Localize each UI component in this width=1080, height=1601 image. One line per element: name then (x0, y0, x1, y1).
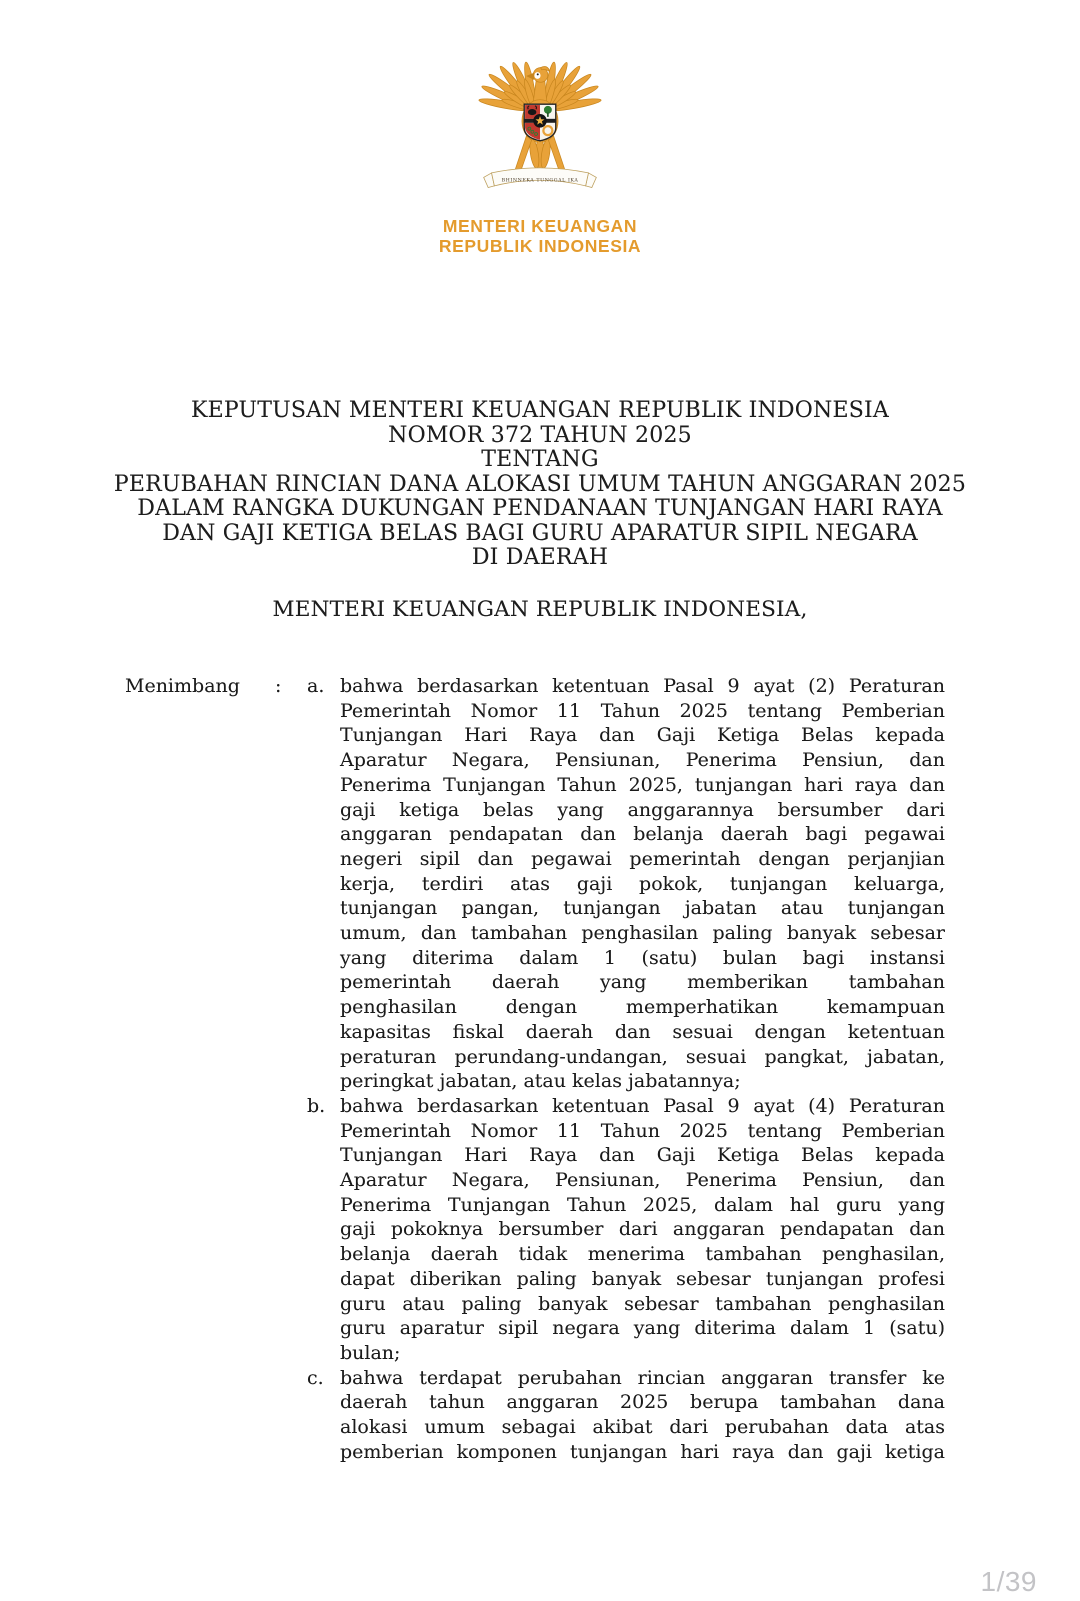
item-letter: b. (307, 1094, 326, 1117)
title-line: KEPUTUSAN MENTERI KEUANGAN REPUBLIK INDONESIA (191, 398, 889, 423)
text-line: bulan; (340, 1341, 401, 1364)
text-line: bahwa terdapat perubahan rincian anggaran transfer ke (340, 1366, 945, 1389)
title-line: DALAM RANGKA DUKUNGAN PENDANAAN TUNJANGAN HARI RAYA (137, 496, 943, 521)
considering-label: Menimbang (125, 675, 240, 697)
text-line: umum, dan tambahan penghasilan paling banyak sebesar (340, 922, 945, 945)
item-text (340, 674, 945, 1094)
text-line: daerah tahun anggaran 2025 berupa tambahan dana (340, 1391, 945, 1414)
text-line: negeri sipil dan pegawai pemerintah dengan perjanjian (340, 847, 945, 870)
text-line: Pemerintah Nomor 11 Tahun 2025 tentang Pemberian (340, 1119, 945, 1142)
title-line: DI DAERAH (471, 545, 609, 570)
emblem-motto: BHINNEKA TUNGGAL IKA (501, 178, 579, 184)
item-letter: a. (307, 675, 325, 697)
text-line: anggaran pendapatan dan belanja daerah bagi pegawai (340, 823, 945, 846)
text-line: guru atau paling banyak sebesar tambahan penghasilan (340, 1292, 945, 1315)
title-line: TENTANG (481, 447, 599, 472)
title-line: PERUBAHAN RINCIAN DANA ALOKASI UMUM TAHUN ANGGARAN 2025 (113, 471, 967, 497)
text-line: penghasilan dengan memperhatikan kemampuan (340, 996, 945, 1019)
ministry-name-line2: REPUBLIK INDONESIA (438, 236, 642, 256)
text-line: pemberian komponen tunjangan hari raya dan gaji ketiga (340, 1440, 945, 1463)
text-line: Pemerintah Nomor 11 Tahun 2025 tentang Pemberian (340, 699, 945, 722)
text-line: bahwa berdasarkan ketentuan Pasal 9 ayat (4) Peraturan (340, 1094, 945, 1117)
title-line: DAN GAJI KETIGA BELAS BAGI GURU APARATUR SIPIL NEGARA (162, 520, 918, 546)
garuda-pancasila-icon (478, 58, 602, 196)
text-line: gaji ketiga belas yang anggarannya bersumber dari (340, 798, 945, 821)
text-line: Tunjangan Hari Raya dan Gaji Ketiga Belas kepada (340, 1144, 945, 1167)
text-line: gaji pokoknya bersumber dari anggaran pendapatan dan (340, 1218, 945, 1241)
text-line: kapasitas fiskal daerah dan sesuai dengan ketentuan (340, 1020, 945, 1043)
item-letter: c. (307, 1366, 324, 1389)
considering-item-c (307, 1366, 945, 1465)
text-line: tunjangan pangan, tunjangan jabatan atau tunjangan (340, 897, 945, 920)
text-line: yang diterima dalam 1 (satu) bulan bagi instansi (340, 946, 945, 969)
considering-colon: : (275, 675, 282, 697)
text-line: belanja daerah tidak menerima tambahan penghasilan, (340, 1243, 945, 1266)
considering-items (307, 674, 945, 1465)
decree-title (0, 399, 1080, 571)
considering-section (125, 674, 945, 1465)
garuda-pancasila-emblem (0, 0, 1080, 200)
ministry-name-line1: MENTERI KEUANGAN (442, 216, 638, 236)
text-line: guru aparatur sipil negara yang diterima dalam 1 (satu) (340, 1317, 945, 1340)
title-line: NOMOR 372 TAHUN 2025 (388, 422, 692, 448)
ministry-wordmark (0, 216, 1080, 256)
text-line: kerja, terdiri atas gaji pokok, tunjangan keluarga, (340, 872, 945, 895)
text-line: peraturan perundang-undangan, sesuai pangkat, jabatan, (340, 1045, 945, 1068)
text-line: Tunjangan Hari Raya dan Gaji Ketiga Belas kepada (340, 724, 945, 747)
salutation: MENTERI KEUANGAN REPUBLIK INDONESIA, (272, 596, 808, 622)
text-line: alokasi umum sebagai akibat dari perubahan data atas (340, 1416, 945, 1439)
text-line: pemerintah daerah yang memberikan tambahan (340, 971, 945, 994)
text-line: dapat diberikan paling banyak sebesar tunjangan profesi (340, 1267, 945, 1290)
text-line: Aparatur Negara, Pensiunan, Penerima Pensiun, dan (340, 1169, 945, 1192)
text-line: bahwa berdasarkan ketentuan Pasal 9 ayat (2) Peraturan (340, 675, 945, 697)
text-line: Penerima Tunjangan Tahun 2025, dalam hal guru yang (340, 1193, 945, 1216)
text-line: Aparatur Negara, Pensiunan, Penerima Pensiun, dan (340, 749, 945, 772)
considering-item-b (307, 1094, 945, 1366)
text-line: peringkat jabatan, atau kelas jabatannya; (340, 1070, 741, 1093)
page-indicator: 1/39 (980, 1566, 1037, 1597)
item-text (340, 1366, 945, 1465)
garuda-face (534, 72, 540, 79)
item-text (340, 1094, 945, 1366)
text-line: Penerima Tunjangan Tahun 2025, tunjangan hari raya dan (340, 773, 945, 796)
considering-item-a (307, 674, 945, 1094)
